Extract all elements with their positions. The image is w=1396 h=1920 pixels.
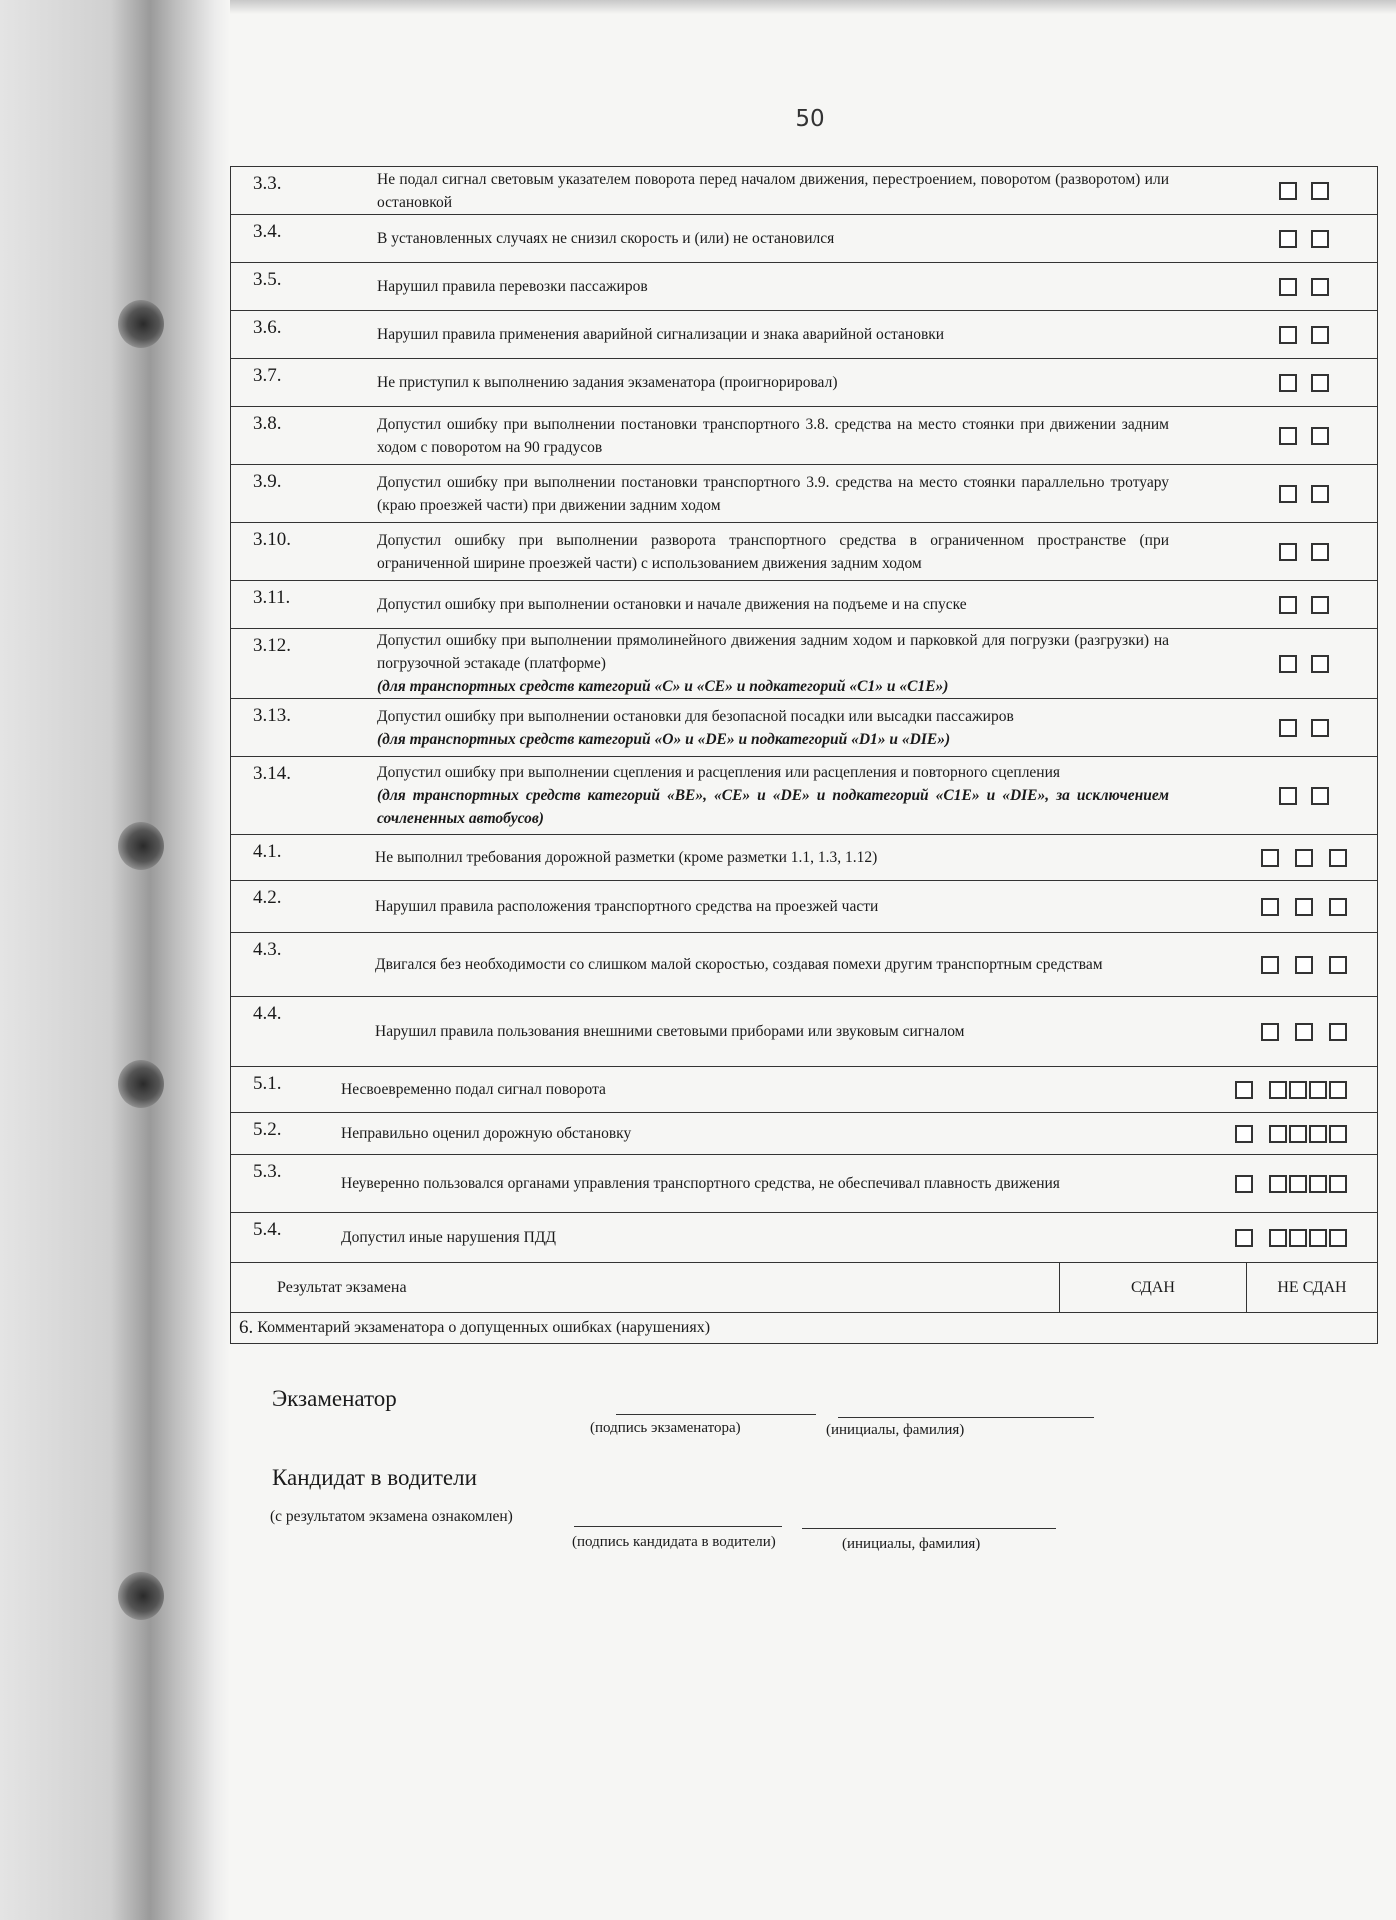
- item-description: Нарушил правила пользования внешними световыми приборами или звуковым сигналом: [375, 1023, 965, 1040]
- checkbox-group: [1197, 1175, 1377, 1193]
- item-text: Допустил ошибку при выполнении постановки транспортного 3.8. средства на место стоянки при движении задним ходом с поворотом на 90 градусов: [377, 415, 1169, 456]
- item-number: 4.4.: [253, 1003, 282, 1024]
- checkbox[interactable]: [1329, 1229, 1347, 1247]
- item-description: [341, 469, 1179, 519]
- checkbox[interactable]: [1235, 1175, 1253, 1193]
- checkbox[interactable]: [1311, 543, 1329, 561]
- examiner-comment-row: [231, 1313, 1377, 1343]
- item-number: 3.12.: [253, 635, 291, 656]
- violation-row: [231, 215, 1377, 263]
- violation-row: [231, 757, 1377, 835]
- violation-row: [231, 465, 1377, 523]
- checkbox[interactable]: [1289, 1081, 1307, 1099]
- item-description: [341, 591, 1179, 618]
- item-text: Допустил ошибку при выполнении постановки транспортного 3.9. средства на место стоянки параллельно тротуару (краю проезжей части) при движении задним ходом: [377, 473, 1169, 514]
- item-description: [341, 321, 1179, 348]
- violation-row: [231, 523, 1377, 581]
- checkbox-group: [1179, 655, 1377, 673]
- item-number: 3.5.: [253, 269, 282, 290]
- checkbox-group: [1179, 427, 1377, 445]
- checkbox[interactable]: [1279, 655, 1297, 673]
- checkbox[interactable]: [1279, 230, 1297, 248]
- violation-row: [231, 629, 1377, 699]
- examiner-title: Экзаменатор: [272, 1386, 397, 1411]
- checkbox[interactable]: [1295, 1023, 1313, 1041]
- checkbox[interactable]: [1279, 596, 1297, 614]
- item-number: 3.7.: [253, 365, 282, 386]
- item-category-note: (для транспортных средств категорий «ВЕ», «СЕ» и «DE» и подкатегорий «С1Е» и «DIE», за исключением сочлененных автобусов): [377, 787, 1169, 827]
- item-text: Допустил ошибку при выполнении прямолинейного движения задним ходом и парковкой для погрузки (разгрузки) на погрузочной эстакаде (платформе): [377, 632, 1169, 672]
- item-text: Допустил ошибку при выполнении сцепления и расцепления или расцепления и повторного сцепления: [377, 764, 1061, 781]
- candidate-name-caption: (инициалы, фамилия): [842, 1536, 981, 1552]
- violation-row: [231, 359, 1377, 407]
- checkbox[interactable]: [1295, 956, 1313, 974]
- checkbox[interactable]: [1311, 278, 1329, 296]
- result-label: Результат экзамена: [231, 1263, 1060, 1312]
- examiner-signature-line[interactable]: [616, 1414, 816, 1415]
- violation-row: [231, 581, 1377, 629]
- exam-result-row: [231, 1263, 1377, 1313]
- checkbox-group: [1179, 485, 1377, 503]
- examiner-name-caption: (инициалы, фамилия): [826, 1422, 965, 1438]
- examiner-signature-caption: (подпись экзаменатора): [590, 1420, 741, 1436]
- item-description: Допустил иные нарушения ПДД: [341, 1229, 556, 1246]
- checkbox-group: [1179, 278, 1377, 296]
- item-number: 3.14.: [253, 763, 291, 784]
- checkbox[interactable]: [1329, 1023, 1347, 1041]
- checkbox[interactable]: [1329, 956, 1347, 974]
- item-description: [341, 703, 1179, 753]
- checkbox-group: [1197, 849, 1377, 867]
- checkbox[interactable]: [1295, 849, 1313, 867]
- item-description: Нарушил правила расположения транспортного средства на проезжей части: [375, 898, 879, 915]
- comment-number: 6.: [239, 1317, 254, 1338]
- violation-row: [231, 881, 1377, 933]
- binding-shadow: [0, 0, 230, 1920]
- candidate-name-line[interactable]: [802, 1528, 1056, 1529]
- checkbox[interactable]: [1311, 787, 1329, 805]
- checkbox[interactable]: [1279, 278, 1297, 296]
- checkbox[interactable]: [1309, 1229, 1327, 1247]
- item-number: 4.2.: [253, 887, 282, 908]
- item-description: [341, 166, 1179, 216]
- item-description: Несвоевременно подал сигнал поворота: [341, 1081, 606, 1098]
- checkbox[interactable]: [1311, 230, 1329, 248]
- examiner-name-line[interactable]: [838, 1417, 1094, 1418]
- item-number: 5.3.: [253, 1161, 282, 1182]
- checkbox-group: [1197, 1023, 1377, 1041]
- result-fail-cell[interactable]: НЕ СДАН: [1277, 1278, 1347, 1296]
- item-text: Нарушил правила перевозки пассажиров: [377, 278, 648, 295]
- item-number: 4.3.: [253, 939, 282, 960]
- item-number: 3.9.: [253, 471, 282, 492]
- item-number: 3.4.: [253, 221, 282, 242]
- checkbox[interactable]: [1289, 1125, 1307, 1143]
- item-description: [341, 759, 1179, 832]
- checkbox[interactable]: [1235, 1125, 1253, 1143]
- punch-hole: [118, 822, 164, 870]
- checkbox[interactable]: [1311, 596, 1329, 614]
- item-category-note: (для транспортных средств категорий «С» и «СЕ» и подкатегорий «С1» и «С1Е»): [377, 678, 949, 695]
- checkbox[interactable]: [1311, 427, 1329, 445]
- item-description: Неуверенно пользовался органами управления транспортного средства, не обеспечивал плавность движения: [341, 1175, 1060, 1192]
- candidate-signature-caption: (подпись кандидата в водители): [572, 1534, 776, 1550]
- checkbox-group: [1179, 543, 1377, 561]
- checkbox[interactable]: [1295, 898, 1313, 916]
- item-text: Допустил ошибку при выполнении остановки для безопасной посадки или высадки пассажиров: [377, 707, 1014, 725]
- checkbox[interactable]: [1289, 1229, 1307, 1247]
- checkbox-group: [1179, 230, 1377, 248]
- punch-hole: [118, 300, 164, 348]
- checkbox[interactable]: [1269, 1229, 1287, 1247]
- candidate-ack: (с результатом экзамена ознакомлен): [270, 1508, 513, 1525]
- checkbox-group: [1197, 1125, 1377, 1143]
- checkbox[interactable]: [1279, 787, 1297, 805]
- violation-row: [231, 835, 1377, 881]
- item-number: 5.4.: [253, 1219, 282, 1240]
- punch-hole: [118, 1572, 164, 1620]
- item-number: 3.6.: [253, 317, 282, 338]
- item-text: Допустил ошибку при выполнении остановки и начале движения на подъеме и на спуске: [377, 596, 967, 613]
- item-description: Не выполнил требования дорожной разметки (кроме разметки 1.1, 1.3, 1.12): [375, 849, 878, 866]
- violation-row: [231, 1067, 1377, 1113]
- item-text: Не приступил к выполнению задания экзаменатора (проигнорировал): [377, 374, 838, 391]
- checkbox[interactable]: [1261, 1023, 1279, 1041]
- item-description: [341, 273, 1179, 300]
- item-text: Нарушил правила применения аварийной сигнализации и знака аварийной остановки: [377, 326, 945, 343]
- checkbox[interactable]: [1311, 326, 1329, 344]
- checkbox[interactable]: [1235, 1229, 1253, 1247]
- checkbox-group: [1179, 182, 1377, 200]
- checkbox[interactable]: [1329, 898, 1347, 916]
- candidate-signature-line[interactable]: [574, 1526, 782, 1527]
- item-text: Не подал сигнал световым указателем поворота перед началом движения, перестроением, поворотом (разворотом) или остановкой: [377, 170, 1169, 211]
- item-description: Неправильно оценил дорожную обстановку: [341, 1125, 632, 1142]
- checkbox[interactable]: [1311, 374, 1329, 392]
- item-number: 3.10.: [253, 529, 291, 550]
- checkbox-group: [1197, 956, 1377, 974]
- item-number: 5.1.: [253, 1073, 282, 1094]
- checkbox-group: [1179, 596, 1377, 614]
- checkbox[interactable]: [1279, 719, 1297, 737]
- checkbox[interactable]: [1329, 1125, 1347, 1143]
- violation-row: [231, 997, 1377, 1067]
- checkbox[interactable]: [1309, 1081, 1327, 1099]
- checkbox[interactable]: [1235, 1081, 1253, 1099]
- checkbox[interactable]: [1261, 898, 1279, 916]
- item-description: [341, 369, 1179, 396]
- item-description: [341, 627, 1179, 700]
- violation-row: [231, 1213, 1377, 1263]
- violation-row: [231, 167, 1377, 215]
- checkbox[interactable]: [1269, 1081, 1287, 1099]
- candidate-title: Кандидат в водители: [272, 1465, 477, 1490]
- checkbox[interactable]: [1311, 655, 1329, 673]
- violation-row: [231, 311, 1377, 359]
- checkbox[interactable]: [1311, 182, 1329, 200]
- item-description: [341, 411, 1179, 461]
- item-text: Допустил ошибку при выполнении разворота транспортного средства в ограниченном пространстве (при ограниченной ширине проезжей части) с использованием движения задним ходом: [377, 531, 1169, 572]
- checkbox[interactable]: [1309, 1175, 1327, 1193]
- item-number: 3.11.: [253, 587, 291, 608]
- comment-label: Комментарий экзаменатора о допущенных ошибках (нарушениях): [257, 1319, 711, 1336]
- checkbox-group: [1197, 898, 1377, 916]
- checkbox[interactable]: [1279, 485, 1297, 503]
- checkbox[interactable]: [1309, 1125, 1327, 1143]
- checkbox-group: [1179, 326, 1377, 344]
- checkbox[interactable]: [1261, 956, 1279, 974]
- checkbox[interactable]: [1289, 1175, 1307, 1193]
- checkbox[interactable]: [1311, 719, 1329, 737]
- checkbox[interactable]: [1279, 182, 1297, 200]
- item-description: [341, 225, 1179, 252]
- item-category-note: (для транспортных средств категорий «О» и «DE» и подкатегорий «D1» и «DIE»): [377, 730, 951, 748]
- violation-row: [231, 1155, 1377, 1213]
- checkbox[interactable]: [1269, 1125, 1287, 1143]
- checkbox[interactable]: [1269, 1175, 1287, 1193]
- checkbox[interactable]: [1329, 1175, 1347, 1193]
- checkbox-group: [1197, 1081, 1377, 1099]
- checkbox[interactable]: [1261, 849, 1279, 867]
- checkbox[interactable]: [1279, 543, 1297, 561]
- violation-row: [231, 699, 1377, 757]
- result-pass-cell[interactable]: СДАН: [1060, 1263, 1247, 1312]
- checkbox[interactable]: [1311, 485, 1329, 503]
- punch-hole: [118, 1060, 164, 1108]
- checkbox[interactable]: [1279, 326, 1297, 344]
- item-number: 3.3.: [253, 173, 282, 194]
- item-number: 4.1.: [253, 841, 282, 862]
- checkbox-group: [1179, 787, 1377, 805]
- checkbox[interactable]: [1329, 849, 1347, 867]
- item-text: В установленных случаях не снизил скорость и (или) не остановился: [377, 230, 835, 247]
- item-number: 3.8.: [253, 413, 282, 434]
- violation-row: [231, 407, 1377, 465]
- checkbox-group: [1179, 719, 1377, 737]
- checkbox[interactable]: [1279, 374, 1297, 392]
- checkbox-group: [1179, 374, 1377, 392]
- item-description: Двигался без необходимости со слишком малой скоростью, создавая помехи другим транспортным средствам: [375, 956, 1103, 973]
- violation-row: [231, 933, 1377, 997]
- checkbox-group: [1197, 1229, 1377, 1247]
- violation-row: [231, 263, 1377, 311]
- page-number: 50: [795, 106, 825, 132]
- checkbox[interactable]: [1279, 427, 1297, 445]
- item-description: [341, 527, 1179, 577]
- checkbox[interactable]: [1329, 1081, 1347, 1099]
- exam-violations-table: [230, 166, 1378, 1344]
- item-number: 5.2.: [253, 1119, 282, 1140]
- violation-row: [231, 1113, 1377, 1155]
- item-number: 3.13.: [253, 705, 291, 726]
